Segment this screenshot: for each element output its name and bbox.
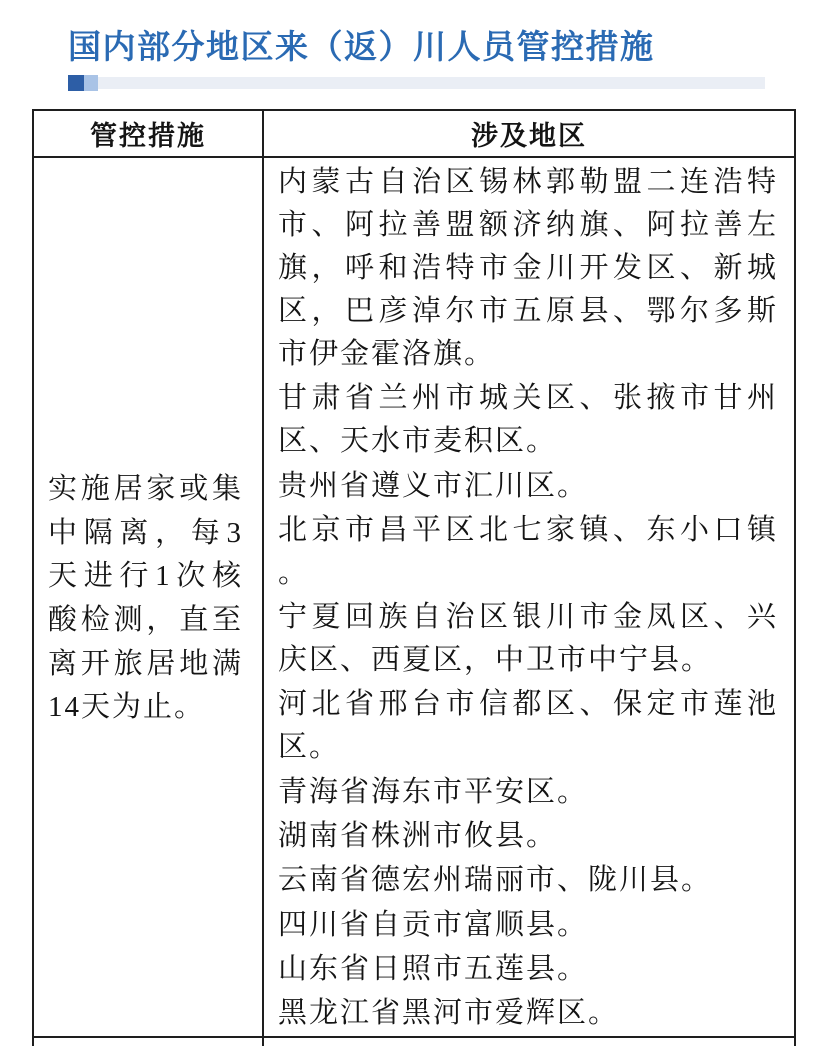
region-line: 区。: [278, 731, 341, 764]
region-entry: [278, 465, 778, 508]
deco-block-light: [84, 75, 98, 91]
region-line: 旗，呼和浩特市金川开发区、新城: [278, 252, 778, 284]
region-line: 黑龙江省黑河市爱辉区。: [278, 997, 620, 1030]
control-measures-table: [32, 109, 796, 1046]
table-row-next: [34, 1038, 796, 1046]
measure-cell: [34, 158, 264, 1038]
region-entry: [278, 596, 778, 682]
table-row: [34, 158, 796, 1038]
region-line: 市、阿拉善盟额济纳旗、阿拉善左: [278, 209, 778, 241]
region-line: 区，巴彦淖尔市五原县、鄂尔多斯: [278, 295, 778, 327]
region-entry: [278, 771, 778, 814]
region-line: 云南省德宏州瑞丽市、陇川县。: [278, 864, 713, 897]
region-line: 贵州省遵义市汇川区。: [278, 469, 589, 502]
measure-line: 中隔离，每3: [48, 516, 243, 549]
region-entry: [278, 992, 778, 1035]
region-line: 。: [278, 556, 310, 589]
region-line: 庆区、西夏区，中卫市中宁县。: [278, 644, 713, 677]
regions-cell: [264, 158, 796, 1038]
measure-line: 离开旅居地满: [48, 647, 243, 680]
region-line: 四川省自贡市富顺县。: [278, 908, 589, 941]
page-title: 国内部分地区来（返）川人员管控措施: [68, 28, 655, 65]
deco-line: [98, 77, 765, 89]
measure-line: 实施居家或集: [48, 473, 243, 506]
region-entry: [278, 815, 778, 858]
region-entry: [278, 948, 778, 991]
region-entry: [278, 904, 778, 947]
region-line: 湖南省株洲市攸县。: [278, 820, 558, 853]
header-affected-regions: 涉及地区: [264, 111, 796, 158]
region-entry: [278, 683, 778, 769]
region-line: 区、天水市麦积区。: [278, 425, 558, 458]
region-entry: [278, 377, 778, 463]
region-line: 河北省邢台市信都区、保定市莲池: [278, 688, 778, 721]
next-row-regions-cell: [264, 1038, 796, 1046]
region-line: 甘肃省兰州市城关区、张掖市甘州: [278, 382, 778, 415]
region-entry: [278, 859, 778, 902]
measure-line: 14天为止。: [48, 691, 206, 724]
table-header-row: [34, 111, 796, 158]
region-line: 青海省海东市平安区。: [278, 775, 589, 808]
measure-text: [48, 468, 243, 730]
region-entry: [278, 161, 778, 376]
region-line: 山东省日照市五莲县。: [278, 952, 589, 985]
deco-block-dark: [68, 75, 84, 91]
measure-line: 酸检测，直至: [48, 604, 243, 636]
header-control-measures: 管控措施: [34, 111, 264, 158]
region-line: 宁夏回族自治区银川市金凤区、兴: [278, 601, 778, 634]
region-line: 北京市昌平区北七家镇、东小口镇: [278, 513, 778, 546]
region-entry: [278, 509, 778, 595]
measure-line: 天进行1次核: [48, 560, 243, 593]
region-line: 内蒙古自治区锡林郭勒盟二连浩特: [278, 166, 778, 198]
region-line: 市伊金霍洛旗。: [278, 338, 496, 370]
next-row-measure-cell: [34, 1038, 264, 1046]
title-underline-decoration: [68, 75, 765, 91]
